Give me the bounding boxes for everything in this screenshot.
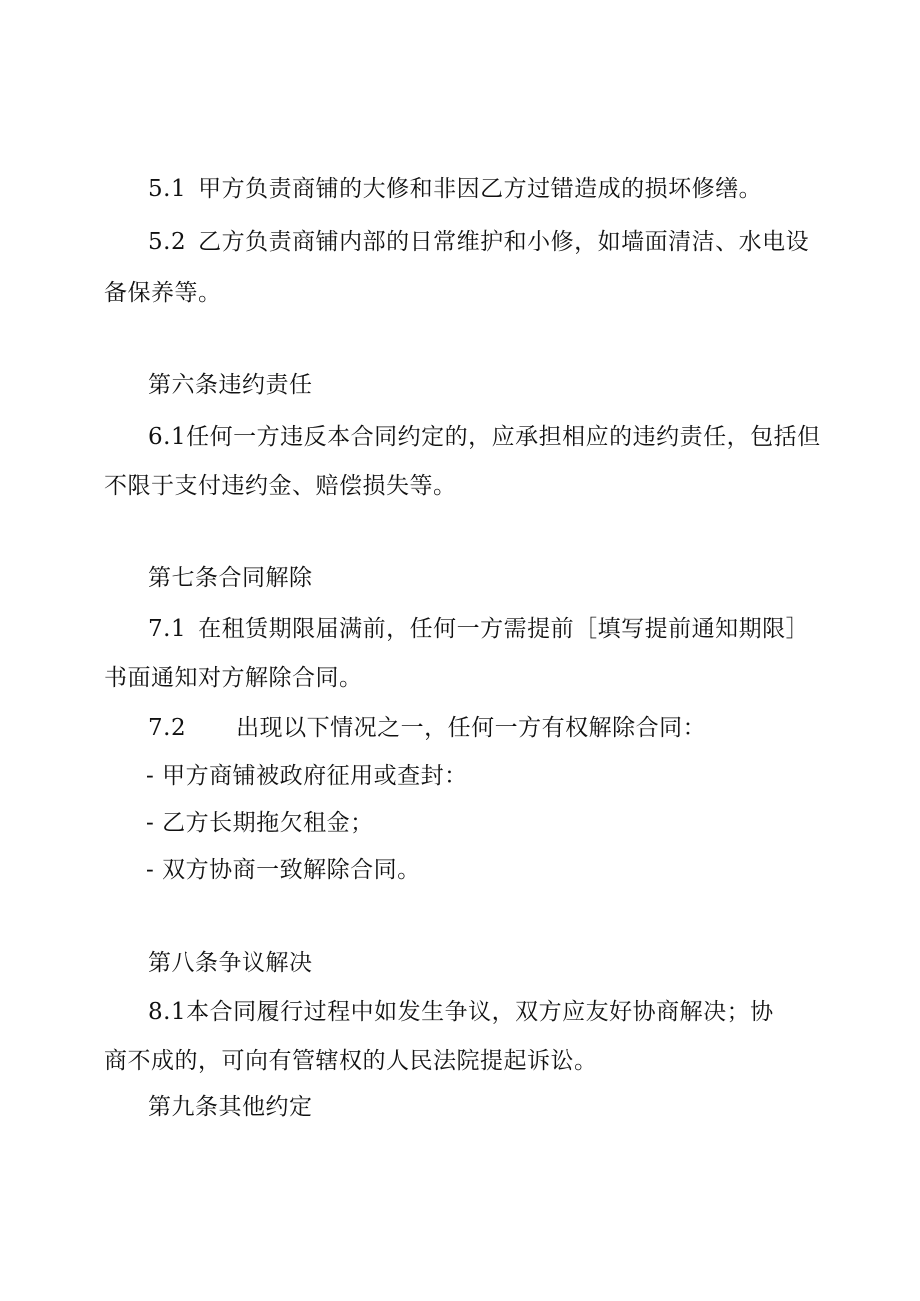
clause-6-heading: 第六条违约责任 [148,372,313,398]
clause-5-2-line1 [148,227,809,257]
bullet-item: - 甲方商铺被政府征用或查封： [146,763,468,789]
clause-7-2-text: 出现以下情况之一，任何一方有权解除合同： [236,715,707,741]
bullet-item: - 双方协商一致解除合同。 [146,857,421,883]
clause-7-1-line2: 书面通知对方解除合同。 [104,665,363,691]
bullet-item: - 乙方长期拖欠租金； [146,810,374,836]
clause-8-1-line2: 商不成的，可向有管辖权的人民法院提起诉讼。 [104,1048,598,1074]
clause-6-1-line1: 6.1任何一方违反本合同约定的，应承担相应的违约责任，包括但 [148,424,821,450]
clause-7-1-text: 在租赁期限届满前，任何一方需提前［填写提前通知期限］ [198,616,810,642]
clause-5-2-number: 5.2 [148,229,187,255]
clause-7-2 [148,713,706,743]
clause-6-1-line2: 不限于支付违约金、赔偿损失等。 [104,473,457,499]
clause-8-heading: 第八条争议解决 [148,950,313,976]
clause-5-1-number: 5.1 [148,176,187,202]
clause-9-heading: 第九条其他约定 [148,1094,313,1120]
clause-5-2-line2: 备保养等。 [104,280,222,306]
clause-7-2-number: 7.2 [148,715,187,741]
clause-7-1-line1 [148,614,809,644]
clause-8-1-line1: 8.1本合同履行过程中如发生争议，双方应友好协商解决；协 [148,999,774,1025]
clause-7-heading: 第七条合同解除 [148,565,313,591]
clause-5-2-text: 乙方负责商铺内部的日常维护和小修，如墙面清洁、水电设 [198,229,810,255]
clause-5-1 [148,174,762,204]
clause-7-1-number: 7.1 [148,616,187,642]
clause-5-1-text: 甲方负责商铺的大修和非因乙方过错造成的损坏修缮。 [198,176,763,202]
